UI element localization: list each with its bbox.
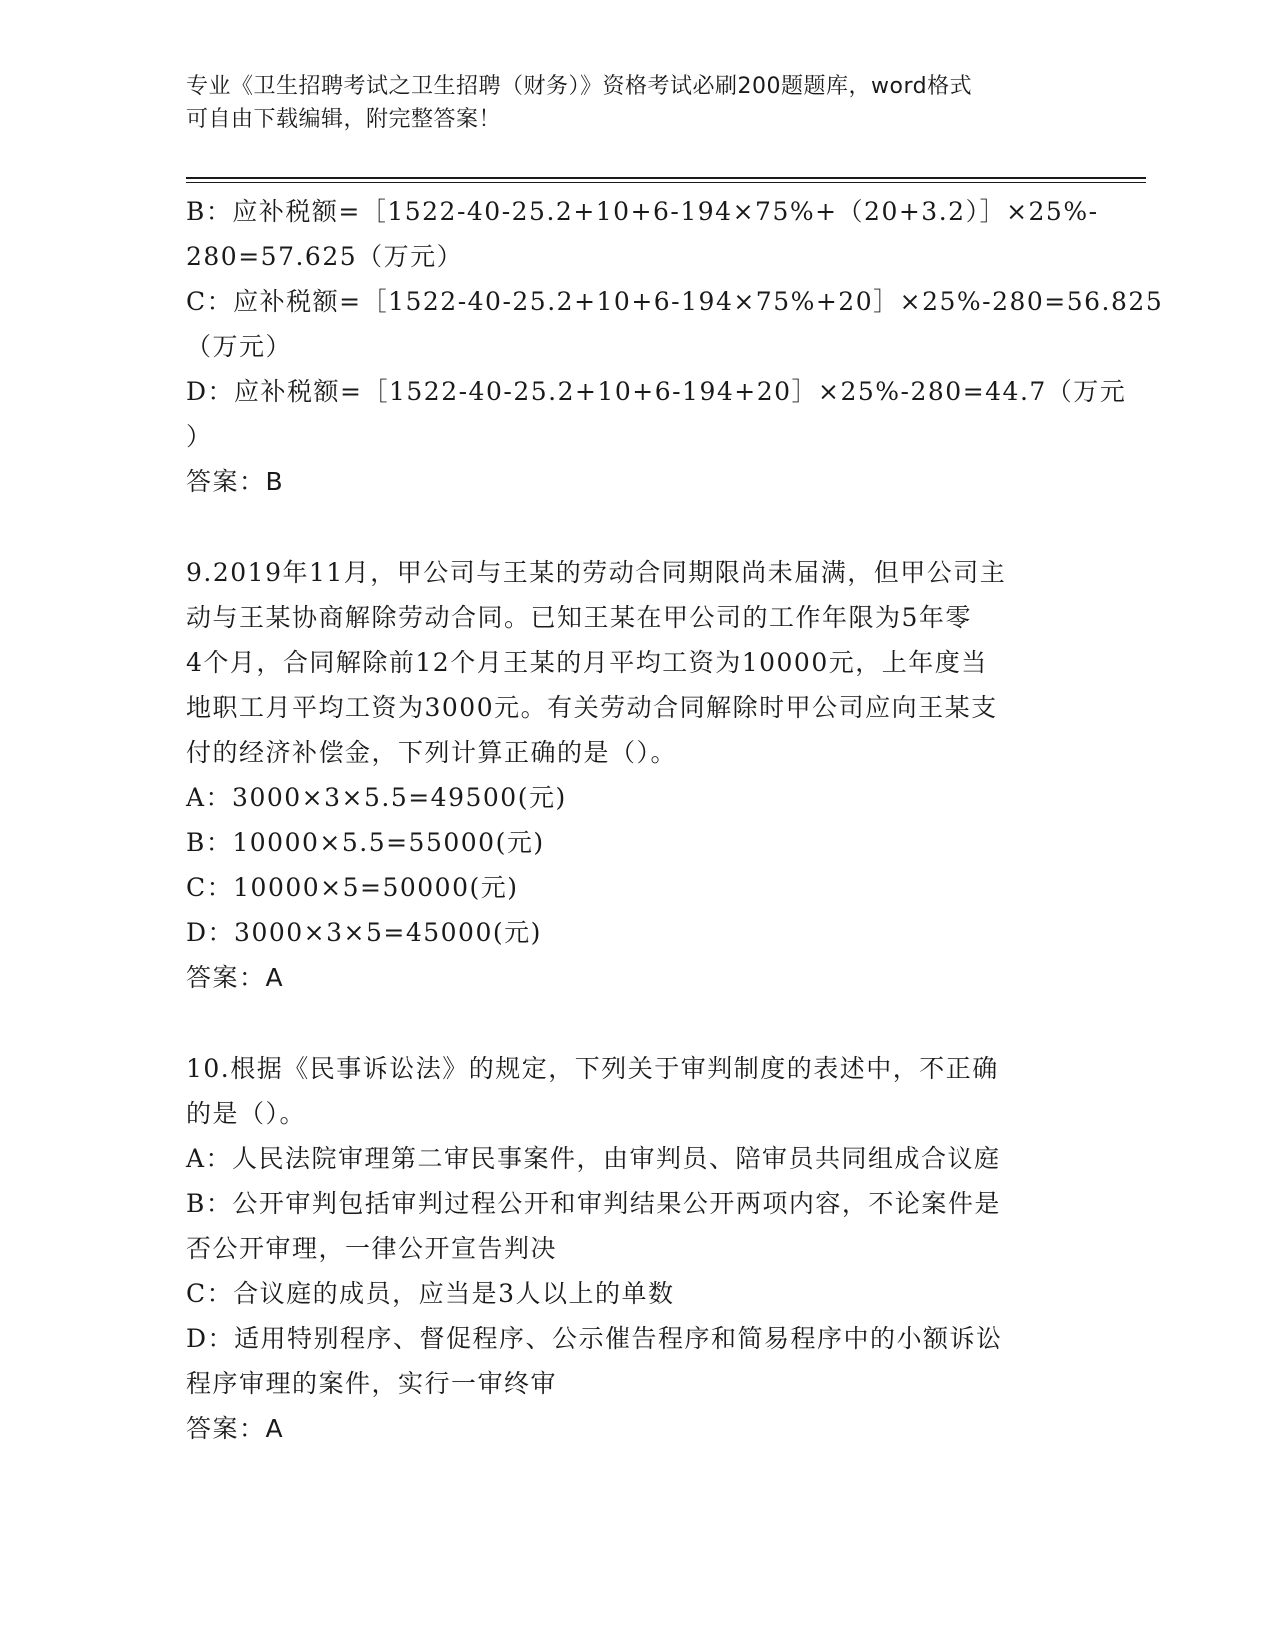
header-divider-thin [186, 182, 1146, 183]
question-8-continued [186, 189, 1164, 504]
answer: 答案：A [186, 963, 285, 992]
option-d: D：3000×3×5=45000(元) [186, 918, 542, 947]
spacer [186, 1000, 1076, 1046]
option-b: B：10000×5.5=55000(元) [186, 828, 545, 857]
option-c-line-2: （万元） [186, 332, 293, 361]
question-10 [186, 1046, 1076, 1451]
option-c-line-1: C：应补税额=［1522-40-25.2+10+6-194×75%+20］×25%-280=56.825 [186, 287, 1164, 316]
page-header [186, 70, 1066, 136]
option-b-line-2: 否公开审理，一律公开宣告判决 [186, 1234, 558, 1263]
document-body [186, 189, 1164, 1451]
option-d-line-2: ） [186, 422, 213, 451]
question-stem-line-5: 付的经济补偿金，下列计算正确的是（）。 [186, 738, 678, 767]
question-stem-line-2: 动与王某协商解除劳动合同。已知王某在甲公司的工作年限为5年零 [186, 603, 972, 632]
answer: 答案：B [186, 467, 285, 496]
header-divider [186, 177, 1146, 179]
answer: 答案：A [186, 1414, 285, 1443]
option-d-line-2: 程序审理的案件，实行一审终审 [186, 1369, 558, 1398]
question-stem-line-1: 10.根据《民事诉讼法》的规定，下列关于审判制度的表述中，不正确 [186, 1054, 999, 1083]
spacer [186, 504, 1076, 550]
question-stem-line-2: 的是（）。 [186, 1099, 307, 1128]
question-stem-line-3: 4个月，合同解除前12个月王某的月平均工资为10000元，上年度当 [186, 648, 988, 677]
option-d-line-1: D：应补税额=［1522-40-25.2+10+6-194+20］×25%-280=44.7（万元 [186, 377, 1127, 406]
option-b-line-2: 280=57.625（万元） [186, 242, 464, 271]
option-b-line-1: B：应补税额=［1522-40-25.2+10+6-194×75%+（20+3.2）］×25%- [186, 197, 1099, 226]
option-b-line-1: B：公开审判包括审判过程公开和审判结果公开两项内容，不论案件是 [186, 1189, 1001, 1218]
question-stem-line-4: 地职工月平均工资为3000元。有关劳动合同解除时甲公司应向王某支 [186, 693, 998, 722]
header-title-line-2: 可自由下载编辑，附完整答案！ [186, 107, 502, 132]
option-d-line-1: D：适用特别程序、督促程序、公示催告程序和简易程序中的小额诉讼 [186, 1324, 1003, 1353]
option-a: A：3000×3×5.5=49500(元) [186, 783, 567, 812]
question-9 [186, 550, 1076, 1000]
header-title-line-1: 专业《卫生招聘考试之卫生招聘（财务）》资格考试必刷200题题库，word格式 [186, 74, 973, 99]
option-c: C：合议庭的成员，应当是3人以上的单数 [186, 1279, 675, 1308]
option-c: C：10000×5=50000(元) [186, 873, 519, 902]
question-stem-line-1: 9.2019年11月，甲公司与王某的劳动合同期限尚未届满，但甲公司主 [186, 558, 1007, 587]
option-a: A：人民法院审理第二审民事案件，由审判员、陪审员共同组成合议庭 [186, 1144, 1001, 1173]
